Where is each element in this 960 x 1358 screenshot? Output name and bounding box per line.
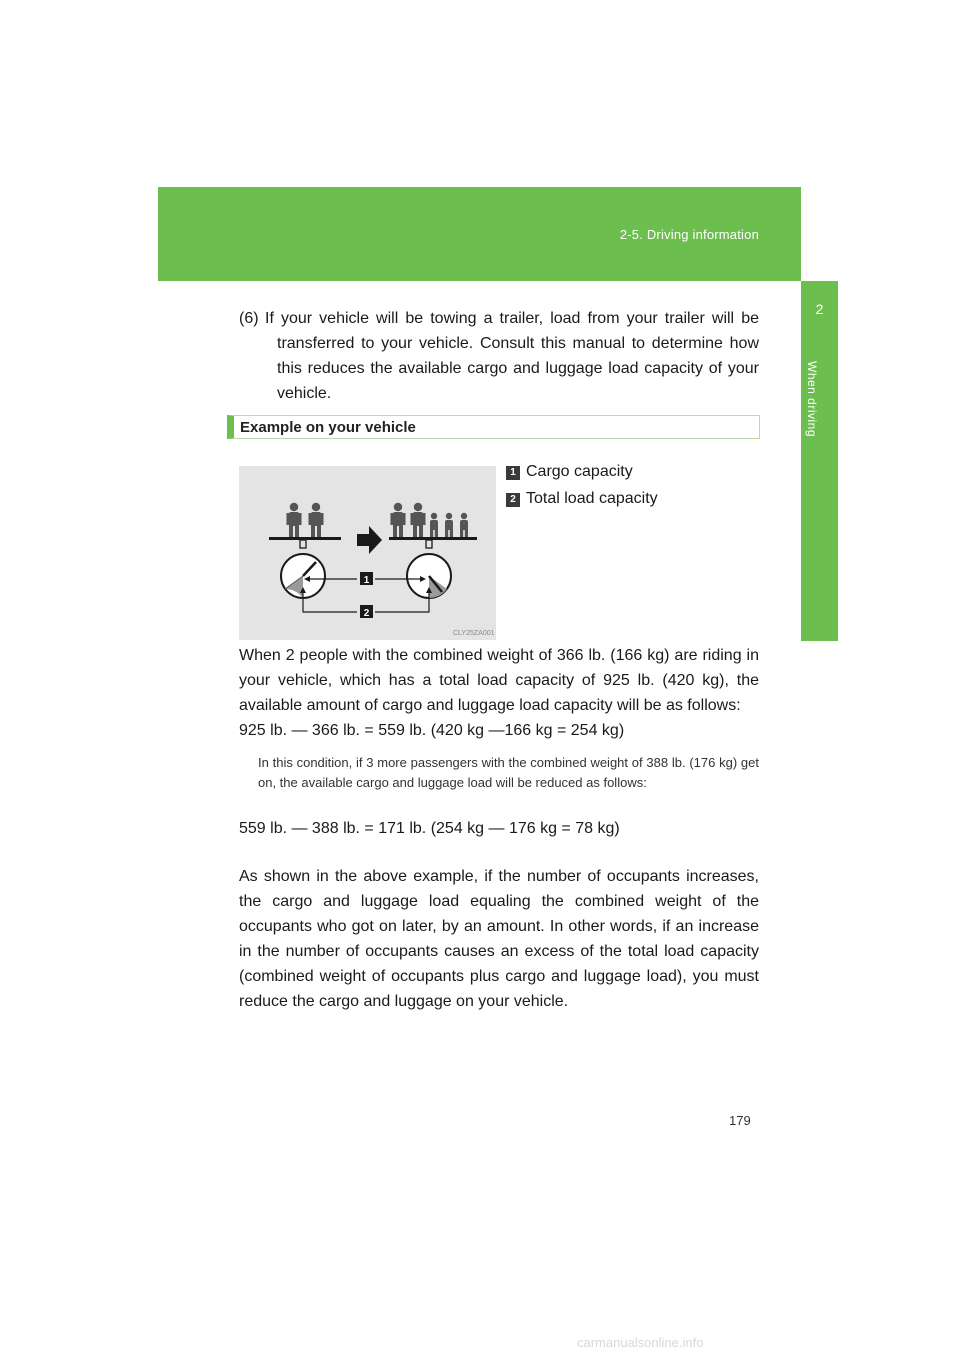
page-number: 179 bbox=[729, 1113, 751, 1128]
callout-2-label: 2 bbox=[363, 608, 370, 619]
legend-badge-1: 1 bbox=[506, 466, 520, 480]
illustration-svg bbox=[239, 466, 496, 640]
step-number: (6) bbox=[239, 310, 259, 327]
step-text: If your vehicle will be towing a trailer, load from your trailer will be transferred to your vehicle. Consult this manual to determine how this reduces the available cargo and luggage load capacity of your vehicle. bbox=[265, 310, 759, 402]
equation-2: 559 lb. — 388 lb. = 171 lb. (254 kg — 176 kg = 78 kg) bbox=[239, 820, 620, 837]
legend-label-1: Cargo capacity bbox=[526, 463, 633, 480]
arrow-icon bbox=[357, 526, 382, 554]
callout-1-label: 1 bbox=[363, 575, 370, 586]
paragraph-conclusion: As shown in the above example, if the number of occupants increases, the cargo and luggage load equaling the combined weight of the occupants who got on later, by an amount. In other words, if an increase in the number of occupants causes an excess of the total load capacity (combined weight of occupants plus cargo and luggage load), you must reduce the cargo and luggage on your vehicle. bbox=[239, 868, 759, 1010]
legend-item-cargo-capacity bbox=[506, 463, 633, 481]
legend-item-total-load-capacity bbox=[506, 490, 658, 508]
platform-right bbox=[389, 537, 477, 540]
paragraph-example: When 2 people with the combined weight of 366 lb. (166 kg) are riding in your vehicle, which has a total load capacity of 925 lb. (420 kg), the available amount of cargo and luggage load capacity will be as follows: bbox=[239, 647, 759, 714]
step-6 bbox=[239, 306, 759, 406]
section-title: 2-5. Driving information bbox=[619, 227, 759, 242]
legend-badge-2: 2 bbox=[506, 493, 520, 507]
chapter-tab bbox=[801, 281, 838, 641]
header-band bbox=[158, 187, 801, 281]
section-heading-bar bbox=[227, 415, 760, 439]
chapter-number: 2 bbox=[815, 301, 824, 317]
people-after bbox=[391, 503, 469, 538]
load-capacity-illustration bbox=[239, 466, 496, 640]
legend-label-2: Total load capacity bbox=[526, 490, 658, 507]
section-heading: Example on your vehicle bbox=[240, 419, 416, 436]
figure-code: CLY25ZA001 bbox=[453, 630, 495, 637]
note-more-passengers: In this condition, if 3 more passengers with the combined weight of 388 lb. (176 kg) get on, the available cargo and luggage load will be reduced as follows: bbox=[258, 755, 759, 790]
equation-1: 925 lb. — 366 lb. = 559 lb. (420 kg —166 kg = 254 kg) bbox=[239, 722, 625, 739]
chapter-title: When driving bbox=[805, 361, 819, 438]
people-before bbox=[287, 503, 324, 538]
watermark: carmanualsonline.info bbox=[577, 1335, 704, 1350]
